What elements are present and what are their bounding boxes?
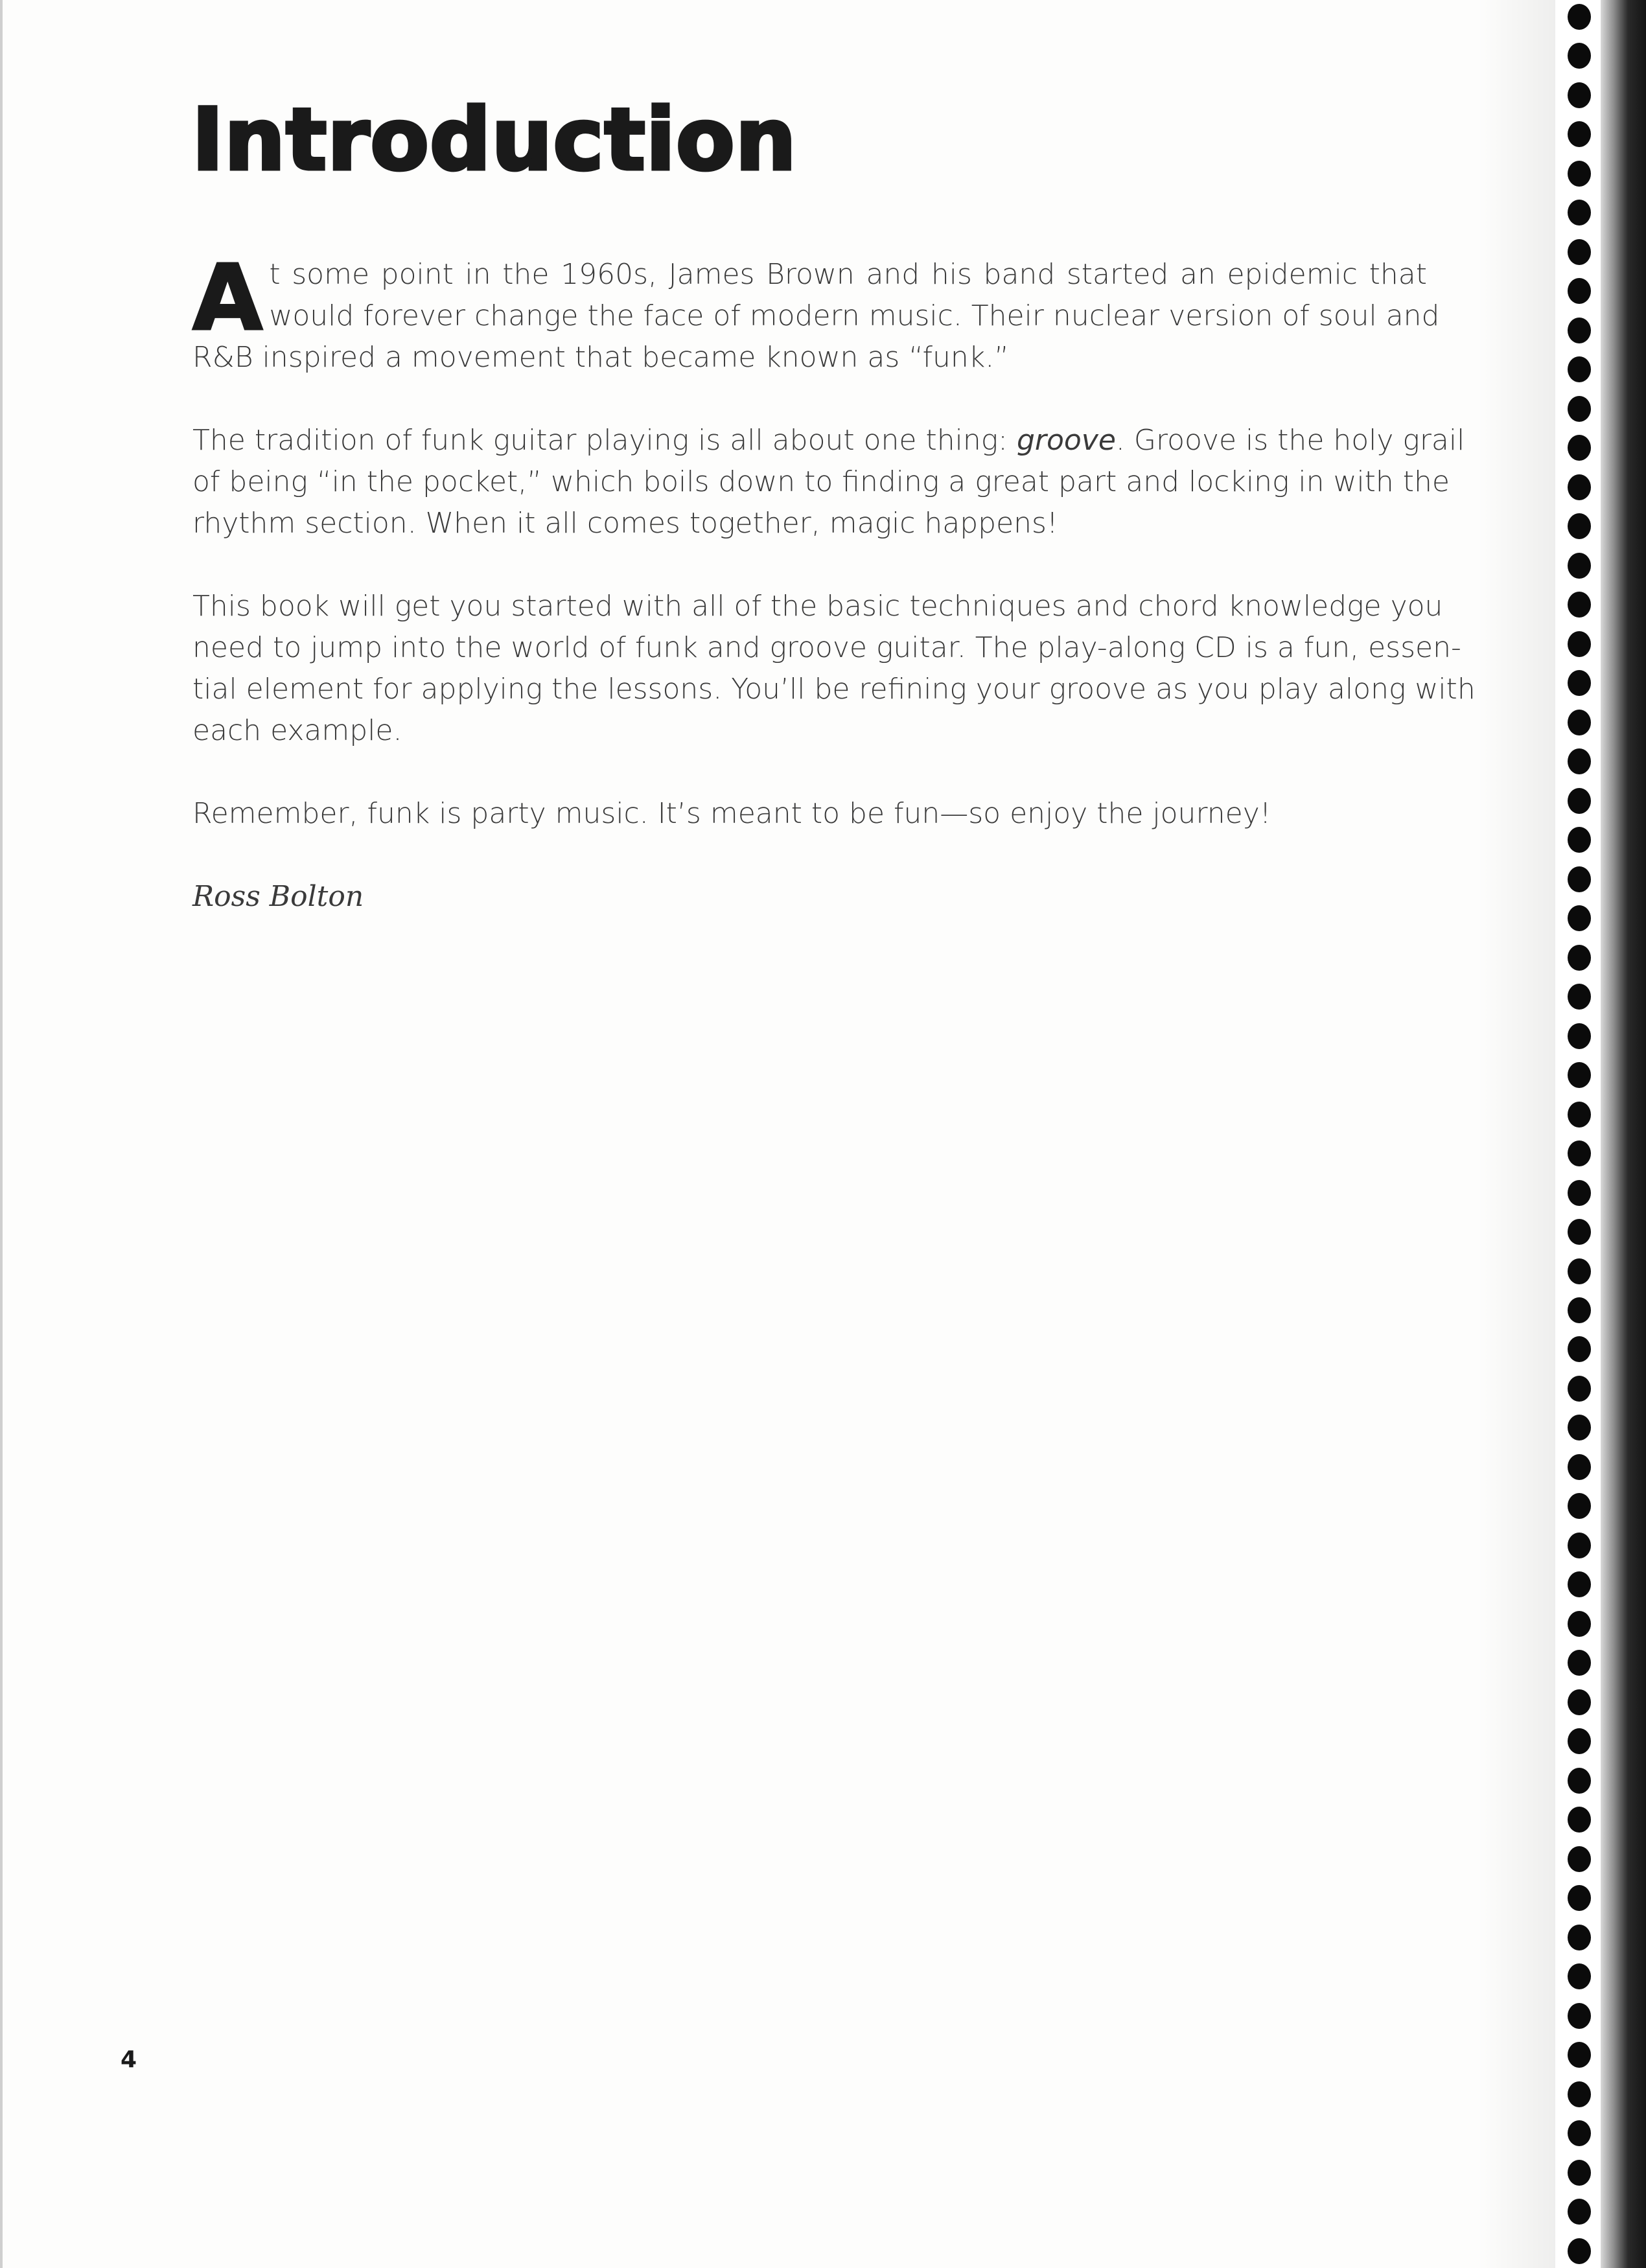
paragraph-3-line-4: each example. [192, 714, 402, 747]
paragraph-2 [192, 420, 1465, 544]
binding-hole [1568, 2160, 1591, 2186]
binding-hole [1568, 121, 1591, 147]
page-title: Introduction [192, 90, 797, 190]
binding-hole [1568, 1807, 1591, 1833]
paragraph-4: Remember, funk is party music. It’s meant to be fun—so enjoy the journey! [192, 797, 1271, 830]
paragraph-1-line-3: R&B inspired a movement that became known as “funk.” [192, 341, 1010, 374]
binding-hole [1568, 1376, 1591, 1402]
paragraph-3-line-1: This book will get you started with all of the basic techniques and chord knowledge you [192, 590, 1443, 623]
binding-hole [1568, 1768, 1591, 1794]
binding-hole [1568, 788, 1591, 814]
binding-hole [1568, 1689, 1591, 1715]
binding-hole [1568, 2199, 1591, 2225]
binding-hole [1568, 82, 1591, 108]
binding-hole [1568, 2081, 1591, 2107]
binding-hole [1568, 1023, 1591, 1049]
binding-hole [1568, 905, 1591, 931]
binding-hole [1568, 200, 1591, 226]
paragraph-3-line-3: tial element for applying the lessons. You’ll be refining your groove as you play along with [192, 673, 1476, 706]
paragraph-3-line-2: need to jump into the world of funk and groove guitar. The play-along CD is a fun, essen- [192, 631, 1461, 664]
paragraph-2-line-1 [192, 420, 1465, 461]
binding-hole [1568, 1219, 1591, 1245]
binding-hole [1568, 1885, 1591, 1911]
binding-hole [1568, 1297, 1591, 1323]
binding-hole [1568, 670, 1591, 696]
binding-hole [1568, 2003, 1591, 2029]
paragraph-1 [192, 246, 1440, 378]
binding-hole [1568, 513, 1591, 539]
binding-hole [1568, 1415, 1591, 1441]
binding-hole [1568, 710, 1591, 735]
binding-hole [1568, 1963, 1591, 1989]
page-left-edge [0, 0, 3, 2268]
drop-cap: A [192, 246, 263, 351]
binding-hole [1568, 631, 1591, 657]
binding-hole [1568, 1102, 1591, 1128]
binding-hole [1568, 318, 1591, 343]
binding-hole [1568, 1728, 1591, 1754]
binding-hole [1568, 827, 1591, 853]
binding-hole [1568, 2042, 1591, 2068]
binding-hole [1568, 1533, 1591, 1558]
binding-hole [1568, 748, 1591, 774]
binding-hole [1568, 4, 1591, 30]
paragraph-2-line-1-end: . Groove is the holy grail [1115, 424, 1465, 457]
binding-hole [1568, 356, 1591, 382]
binding-hole [1568, 278, 1591, 304]
page-number: 4 [121, 2046, 137, 2073]
binding-hole [1568, 984, 1591, 1010]
binding-hole [1568, 945, 1591, 971]
spiral-binding [1558, 0, 1601, 2268]
binding-hole [1568, 474, 1591, 500]
binding-hole [1568, 1258, 1591, 1284]
body-text [192, 246, 1476, 918]
binding-hole [1568, 866, 1591, 892]
binding-hole [1568, 43, 1591, 69]
binding-hole [1568, 1140, 1591, 1166]
binding-hole [1568, 2120, 1591, 2146]
binding-hole [1568, 239, 1591, 265]
paragraph-3 [192, 586, 1476, 752]
page-shadow [1478, 0, 1555, 2268]
binding-hole [1568, 1493, 1591, 1519]
paragraph-2-line-3: rhythm section. When it all comes together, magic happens! [192, 507, 1058, 540]
binding-hole [1568, 1454, 1591, 1480]
binding-hole [1568, 1062, 1591, 1088]
binding-hole [1568, 396, 1591, 422]
binding-hole [1568, 435, 1591, 461]
binding-hole [1568, 1180, 1591, 1206]
binding-hole [1568, 553, 1591, 579]
binding-spine [1601, 0, 1646, 2268]
binding-hole [1568, 1925, 1591, 1950]
binding-hole [1568, 1571, 1591, 1597]
binding-hole [1568, 592, 1591, 618]
paragraph-2-line-2: of being “in the pocket,” which boils down to finding a great part and locking in with the [192, 465, 1450, 498]
paragraph-2-line-1-start: The tradition of funk guitar playing is all about one thing: [192, 424, 1017, 457]
binding-hole [1568, 1336, 1591, 1362]
binding-hole [1568, 161, 1591, 187]
binding-hole [1568, 1846, 1591, 1872]
paragraph-1-line-1: t some point in the 1960s, James Brown and his band started an epidemic that [269, 258, 1427, 291]
emphasis-groove: groove [1016, 424, 1116, 457]
author-signature: Ross Bolton [192, 880, 364, 913]
binding-hole [1568, 2238, 1591, 2264]
paragraph-1-line-2: would forever change the face of modern music. Their nuclear version of soul and [269, 299, 1440, 332]
binding-hole [1568, 1650, 1591, 1676]
binding-hole [1568, 1611, 1591, 1637]
